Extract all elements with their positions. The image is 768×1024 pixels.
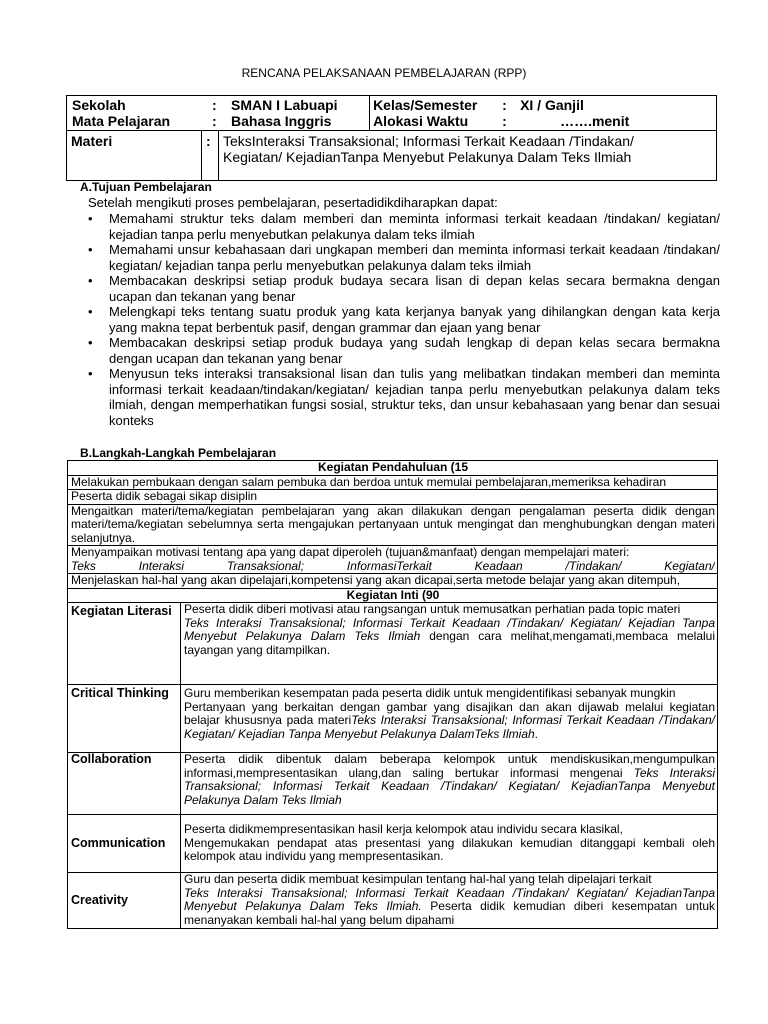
materi-colon: : (202, 131, 219, 181)
pendahuluan-row-1 (68, 475, 718, 490)
identity-right-cell (370, 96, 717, 131)
comm-text-b: Mengemukakan pendapat atas presentasi yang dilakukan kemudian ditanggapi kembali oleh kelompok atau individu yang mempresentasikan. (184, 835, 715, 864)
tujuan-heading: A.Tujuan Pembelajaran (80, 180, 212, 194)
literasi-content (181, 603, 718, 685)
sekolah-label: Sekolah (72, 97, 126, 113)
kelas-value: XI / Ganjil (520, 97, 584, 113)
alokasi-colon: : (502, 113, 507, 129)
critical-text-a: Guru memberikan kesempatan pada peserta didik untuk mengidentifikasi sebanyak mungkin (184, 686, 676, 700)
critical-thinking-label: Critical Thinking (68, 685, 181, 753)
sekolah-colon: : (212, 97, 217, 113)
sekolah-value: SMAN I Labuapi (231, 97, 338, 113)
pendahuluan-row-3-line-a: Menyampaikan motivasi tentang apa yang dapat diperoleh (tujuan&manfaat) dengan mempelajari materi: (71, 545, 630, 559)
comm-text-a: Peserta didikmempresentasikan hasil kerja kelompok atau individu secara klasikal, (184, 822, 623, 837)
collaboration-content (181, 753, 718, 815)
critical-text-c: Teks Interaksi Transaksional; Informasi Terkait Keadaan /Tindakan/ Kegiatan/ Kejadian Tanpa Menyebut Pelakunya DalamTeks Ilmiah (184, 713, 715, 741)
critical-text-d: . (534, 726, 539, 741)
mapel-label: Mata Pelajaran (72, 113, 171, 129)
mapel-value: Bahasa Inggris (231, 113, 332, 129)
critical-text-b: Pertanyaan yang berkaitan dengan gambar yang disajikan dan akan dijawab melalui kegiatan belajar khususnya pada materi (184, 699, 715, 727)
tujuan-intro: Setelah mengikuti proses pembelajaran, pesertadidikdiharapkan dapat: (88, 195, 498, 210)
tujuan-item: • Menyusun teks interaksi transaksional lisan dan tulis yang melibatkan tindakan memberi dan meminta informasi terkait keadaan/tindakan/kegiatan/ kejadian tanpa perlu menyebutkan pelakunya dalam teks ilmiah, dengan memperhatikan fungsi sosial, struktur teks, dan unsur kebahasaan yang benar dan sesuai konteks (88, 366, 720, 428)
alokasi-label: Alokasi Waktu (373, 113, 469, 129)
materi-line-2: Kegiatan/ KejadianTanpa Menyebut Pelakunya Dalam Teks Ilmiah (223, 149, 632, 165)
creat-text-b: Teks Interaksi Transaksional; Informasi Terkait Keadaan /Tindakan/ Kegiatan/ KejadianTanpa Menyebut Pelakunya Dalam Teks Ilmiah. (184, 885, 715, 913)
materi-label: Materi (67, 131, 202, 181)
pendahuluan-row-1b: Peserta didik sebagai sikap disiplin (68, 490, 718, 505)
tujuan-list (88, 211, 720, 428)
collab-text-a: Peserta didik dibentuk dalam beberapa kelompok untuk mendiskusikan,mengumpulkan informasi,mempresentasikan ulang,dan saling bertukar informasi mengenai (184, 752, 715, 780)
tujuan-item: • Melengkapi teks tentang suatu produk yang kata kerjanya banyak yang dihilangkan dengan kata kerja yang makna tepat berbentuk pasif, dengan grammar dan ejaan yang benar (88, 304, 720, 335)
kelas-label: Kelas/Semester (373, 97, 478, 113)
literasi-text-c: dengan cara melihat,mengamati,membaca melalui tayangan yang ditampilkan. (184, 629, 715, 657)
identity-table (66, 95, 717, 181)
critical-thinking-content (181, 685, 718, 753)
pendahuluan-row-1-line-a: Melakukan pembukaan dengan salam pembuka dan berdoa untuk memulai pembelajaran,memeriksa kehadiran (71, 474, 667, 489)
tujuan-item: • Membacakan deskripsi setiap produk budaya secara lisan di depan kelas secara bermakna dengan ucapan dan tekanan yang benar (88, 273, 720, 304)
collab-text-b: Teks Interaksi Transaksional; Informasi Terkait Keadaan /Tindakan/ Kegiatan/ KejadianTanpa Menyebut Pelakunya Dalam Teks Ilmiah (184, 765, 716, 807)
literasi-label: Kegiatan Literasi (68, 603, 181, 685)
mapel-colon: : (212, 113, 217, 129)
langkah-heading: B.Langkah-Langkah Pembelajaran (80, 446, 277, 460)
communication-content (181, 815, 718, 873)
literasi-text-b: Teks Interaksi Transaksional; Informasi Terkait Keadaan /Tindakan/ Kegiatan/ Kejadian Tanpa Menyebut Pelakunya Dalam Teks Ilmiah (184, 615, 715, 643)
pendahuluan-row-2: Mengaitkan materi/tema/kegiatan pembelajaran yang akan dilakukan dengan pengalaman peserta didik dengan materi/tema/kegiatan sebelumnya serta mengajukan pertanyaan untuk mengingat dan menghubungkan dengan materi selanjutnya. (68, 504, 718, 546)
inti-header: Kegiatan Inti (90 (68, 588, 718, 603)
communication-label: Communication (68, 815, 181, 873)
creativity-label: Creativity (68, 873, 181, 929)
materi-value (219, 131, 717, 181)
identity-left-cell (67, 96, 370, 131)
materi-line-1: TeksInteraksi Transaksional; Informasi Terkait Keadaan /Tindakan/ (223, 133, 634, 149)
alokasi-value: …….menit (560, 113, 630, 129)
creat-text-c: Peserta didik kemudian diberi kesempatan untuk menanyakan kembali hal-hal yang belum dipahami (184, 899, 715, 927)
kelas-colon: : (502, 97, 507, 113)
pendahuluan-row-4: Menjelaskan hal-hal yang akan dipelajari,kompetensi yang akan dicapai,serta metode belajar yang akan ditempuh, (68, 574, 718, 589)
collaboration-label: Collaboration (68, 753, 181, 815)
creat-text-a: Guru dan peserta didik membuat kesimpulan tentang hal-hal yang telah dipelajari terkait (184, 872, 652, 886)
pendahuluan-header: Kegiatan Pendahuluan (15 (68, 461, 718, 476)
langkah-table (67, 460, 718, 929)
creativity-content (181, 873, 718, 929)
document-title: RENCANA PELAKSANAAN PEMBELAJARAN (RPP) (241, 66, 527, 80)
tujuan-item: • Membacakan deskripsi setiap produk budaya yang sudah lengkap di depan kelas secara bermakna dengan ucapan dan tekanan yang benar (88, 335, 720, 366)
tujuan-item: • Memahami struktur teks dalam memberi dan meminta informasi terkait keadaan /tindakan/ kegiatan/ kejadian tanpa perlu menyebutkan pelakunya dalam teks ilmiah (88, 211, 720, 242)
pendahuluan-row-3 (68, 546, 718, 574)
tujuan-item: • Memahami unsur kebahasaan dari ungkapan memberi dan meminta informasi terkait keadaan /tindakan/ kegiatan/ kejadian tanpa perlu menyebutkan pelakunya dalam teks ilmiah (88, 242, 720, 273)
literasi-text-a: Peserta didik diberi motivasi atau rangsangan untuk memusatkan perhatian pada topic materi (184, 602, 681, 616)
pendahuluan-row-3-line-b: Teks Interaksi Transaksional; InformasiTerkait Keadaan /Tindakan/ Kegiatan/ (71, 559, 715, 573)
